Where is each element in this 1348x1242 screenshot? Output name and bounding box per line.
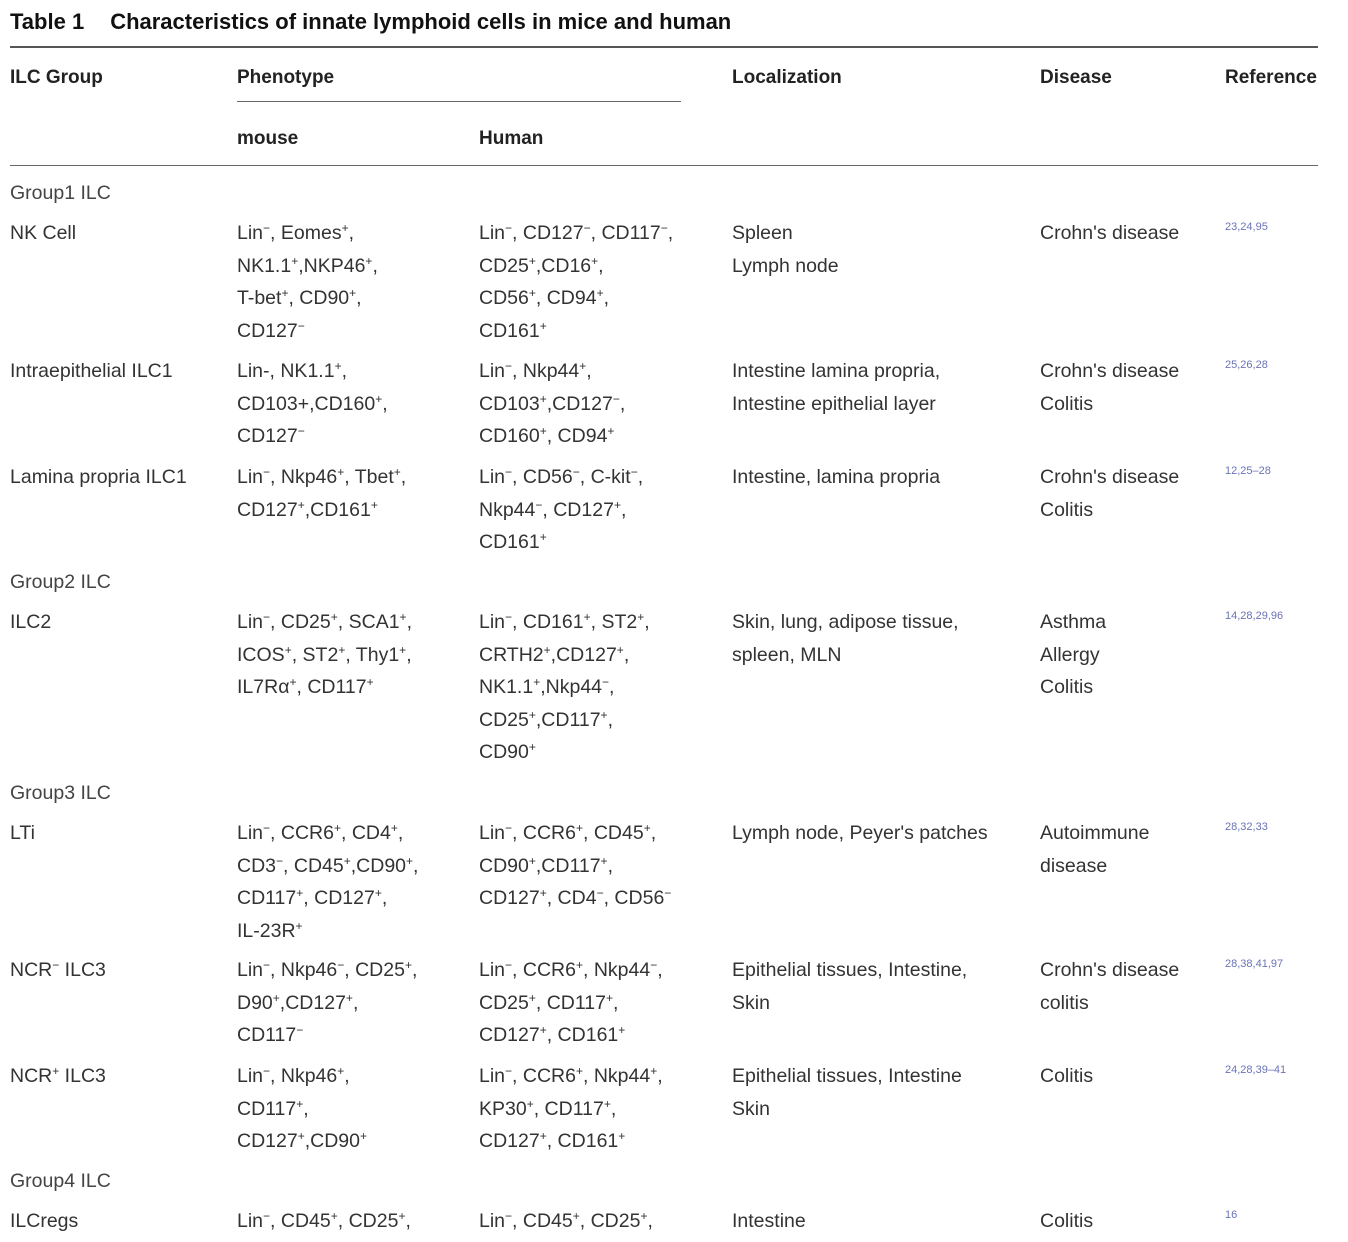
cell-line: KP30+, CD117+, xyxy=(479,1096,617,1120)
cell-line: NK1.1+,Nkp44−, xyxy=(479,675,615,698)
cell-line: CD161+ xyxy=(479,530,547,553)
header-human: Human xyxy=(479,128,544,149)
header-disease: Disease xyxy=(1040,67,1112,88)
reference-link[interactable]: 12,25–28 xyxy=(1225,465,1271,477)
cell-line: Colitis xyxy=(1040,498,1094,521)
cell-line: CD90+ xyxy=(479,740,536,763)
mouse-phenotype xyxy=(237,817,418,947)
cell-line: colitis xyxy=(1040,991,1089,1014)
reference-link[interactable]: 24,28,39–41 xyxy=(1225,1064,1287,1076)
cell-line: Intestine xyxy=(732,1210,806,1232)
cell-line: CD127− xyxy=(237,318,305,342)
human-phenotype xyxy=(479,1205,653,1238)
cell-line: Lymph node xyxy=(732,254,839,277)
cell-line: Intestine epithelial layer xyxy=(732,392,936,415)
cell-line: IL7Rα+, CD117+ xyxy=(237,675,374,698)
phenotype-rule xyxy=(237,101,681,102)
table-label: Table 1 xyxy=(10,9,85,34)
cell-line: Colitis xyxy=(1040,392,1094,415)
cell-line: CD127+,CD161+ xyxy=(237,497,378,521)
header-phenotype: Phenotype xyxy=(237,67,335,88)
cell-line: Lin−, CCR6+, Nkp44−, xyxy=(479,958,663,981)
row-name: NCR+ ILC3 xyxy=(10,1064,106,1087)
cell-line: Epithelial tissues, Intestine xyxy=(732,1065,962,1087)
localization xyxy=(732,217,839,282)
cell-line: Colitis xyxy=(1040,1210,1094,1232)
cell-line: Lin−, CD25+, SCA1+, xyxy=(237,610,412,633)
human-phenotype xyxy=(479,1060,663,1158)
disease xyxy=(1040,606,1106,704)
cell-line: CD127− xyxy=(237,424,305,447)
cell-line: CD90+,CD117+, xyxy=(479,853,613,877)
disease xyxy=(1040,817,1149,882)
localization xyxy=(732,1205,806,1238)
cell-line: CD25+,CD16+, xyxy=(479,253,604,277)
cell-line: NK1.1+,NKP46+, xyxy=(237,253,378,277)
mouse-phenotype xyxy=(237,606,412,704)
cell-line: Autoimmune xyxy=(1040,822,1150,844)
cell-line: Lin−, CD45+, CD25+, xyxy=(237,1209,411,1232)
cell-line: Skin, lung, adipose tissue, xyxy=(732,611,959,633)
mouse-phenotype xyxy=(237,461,406,526)
header-ilc-group: ILC Group xyxy=(10,67,103,88)
cell-line: Lin−, CD56−, C-kit−, xyxy=(479,465,644,488)
cell-line: Lin-, NK1.1+, xyxy=(237,359,347,382)
group-label: Group2 ILC xyxy=(10,571,111,593)
cell-line: CD127+, CD161+ xyxy=(479,1129,626,1152)
cell-line: Crohn's disease xyxy=(1040,466,1180,488)
cell-line: CD56+, CD94+, xyxy=(479,286,610,309)
group-label: Group4 ILC xyxy=(10,1170,111,1192)
table-title xyxy=(10,9,731,35)
cell-line: Crohn's disease xyxy=(1040,360,1180,382)
cell-line: CD3−, CD45+,CD90+, xyxy=(237,853,419,877)
cell-line: Lin−, CCR6+, Nkp44+, xyxy=(479,1064,663,1087)
row-name: Lamina propria ILC1 xyxy=(10,466,187,488)
cell-line: CD117+, CD127+, xyxy=(237,886,388,909)
row-name: ILCregs xyxy=(10,1210,79,1232)
mouse-phenotype xyxy=(237,954,417,1052)
localization xyxy=(732,954,967,1019)
header-bottom-rule xyxy=(10,165,1318,166)
cell-line: Nkp44−, CD127+, xyxy=(479,497,627,521)
cell-line: CD160+, CD94+ xyxy=(479,424,615,447)
localization xyxy=(732,355,940,420)
cell-line: Skin xyxy=(732,991,770,1014)
mouse-phenotype xyxy=(237,1060,367,1158)
disease xyxy=(1040,1205,1093,1238)
cell-line: Lin−, CD45+, CD25+, xyxy=(479,1209,653,1232)
header-mouse: mouse xyxy=(237,128,299,149)
human-phenotype xyxy=(479,954,663,1052)
header-localization: Localization xyxy=(732,67,842,88)
row-name: NK Cell xyxy=(10,222,77,244)
table-caption: Characteristics of innate lymphoid cells in mice and human xyxy=(110,9,732,34)
cell-line: Lin−, CD161+, ST2+, xyxy=(479,610,650,633)
cell-line: Epithelial tissues, Intestine, xyxy=(732,959,968,981)
cell-line: disease xyxy=(1040,854,1108,877)
localization xyxy=(732,461,940,494)
reference-link[interactable]: 25,26,28 xyxy=(1225,359,1268,371)
cell-line: Colitis xyxy=(1040,1065,1094,1087)
row-name: ILC2 xyxy=(10,611,52,633)
cell-line: spleen, MLN xyxy=(732,643,842,666)
cell-line: CD103+,CD160+, xyxy=(237,391,388,415)
disease xyxy=(1040,217,1179,250)
cell-line: Skin xyxy=(732,1097,770,1120)
disease xyxy=(1040,1060,1093,1093)
cell-line: Intestine lamina propria, xyxy=(732,360,941,382)
cell-line: Lymph node, Peyer's patches xyxy=(732,822,988,844)
cell-line: D90+,CD127+, xyxy=(237,990,359,1014)
localization xyxy=(732,1060,962,1125)
cell-line: Lin−, Nkp46+, Tbet+, xyxy=(237,465,407,488)
cell-line: Lin−, CCR6+, CD4+, xyxy=(237,821,404,844)
cell-line: CD25+,CD117+, xyxy=(479,707,613,731)
top-rule xyxy=(10,46,1318,48)
reference-link[interactable]: 14,28,29,96 xyxy=(1225,610,1284,622)
cell-line: CD25+, CD117+, xyxy=(479,990,619,1014)
reference-link[interactable]: 23,24,95 xyxy=(1225,221,1268,233)
cell-line: Lin−, Nkp46+, xyxy=(237,1064,350,1087)
cell-line: IL-23R+ xyxy=(237,918,303,942)
row-name: Intraepithelial ILC1 xyxy=(10,360,173,382)
cell-line: ICOS+, ST2+, Thy1+, xyxy=(237,642,412,666)
disease xyxy=(1040,954,1179,1019)
cell-line: CD117+, xyxy=(237,1096,309,1120)
human-phenotype xyxy=(479,461,643,559)
reference-link[interactable]: 28,38,41,97 xyxy=(1225,958,1284,970)
human-phenotype xyxy=(479,217,673,347)
cell-line: CD127+, CD4−, CD56− xyxy=(479,886,672,909)
cell-line: Asthma xyxy=(1040,611,1107,633)
row-name: LTi xyxy=(10,822,35,844)
group-label: Group1 ILC xyxy=(10,182,111,204)
cell-line: Lin−, Nkp46−, CD25+, xyxy=(237,958,418,981)
localization xyxy=(732,606,959,671)
cell-line: CD103+,CD127−, xyxy=(479,391,626,415)
cell-line: Spleen xyxy=(732,222,793,244)
group-label: Group3 ILC xyxy=(10,782,111,804)
reference-link[interactable]: 28,32,33 xyxy=(1225,821,1268,833)
cell-line: T-bet+, CD90+, xyxy=(237,286,362,309)
cell-line: Crohn's disease xyxy=(1040,959,1180,981)
mouse-phenotype xyxy=(237,1205,411,1238)
mouse-phenotype xyxy=(237,217,378,347)
cell-line: Allergy xyxy=(1040,643,1100,666)
human-phenotype xyxy=(479,606,650,769)
human-phenotype xyxy=(479,355,625,453)
cell-line: CRTH2+,CD127+, xyxy=(479,642,630,666)
reference-link[interactable]: 16 xyxy=(1225,1209,1238,1221)
cell-line: Colitis xyxy=(1040,676,1094,698)
cell-line: CD127+,CD90+ xyxy=(237,1129,368,1152)
cell-line: Lin−, CD127−, CD117−, xyxy=(479,221,674,244)
localization xyxy=(732,817,988,850)
human-phenotype xyxy=(479,817,671,915)
cell-line: CD161+ xyxy=(479,318,547,342)
cell-line: Lin−, Nkp44+, xyxy=(479,359,592,382)
disease xyxy=(1040,461,1179,526)
header-reference: Reference xyxy=(1225,67,1317,88)
mouse-phenotype xyxy=(237,355,388,453)
cell-line: CD117− xyxy=(237,1023,304,1046)
cell-line: Lin−, Eomes+, xyxy=(237,221,355,244)
cell-line: Intestine, lamina propria xyxy=(732,466,941,488)
cell-line: CD127+, CD161+ xyxy=(479,1023,626,1046)
cell-line: Crohn's disease xyxy=(1040,222,1180,244)
disease xyxy=(1040,355,1179,420)
row-name: NCR− ILC3 xyxy=(10,958,106,981)
cell-line: Lin−, CCR6+, CD45+, xyxy=(479,821,657,844)
